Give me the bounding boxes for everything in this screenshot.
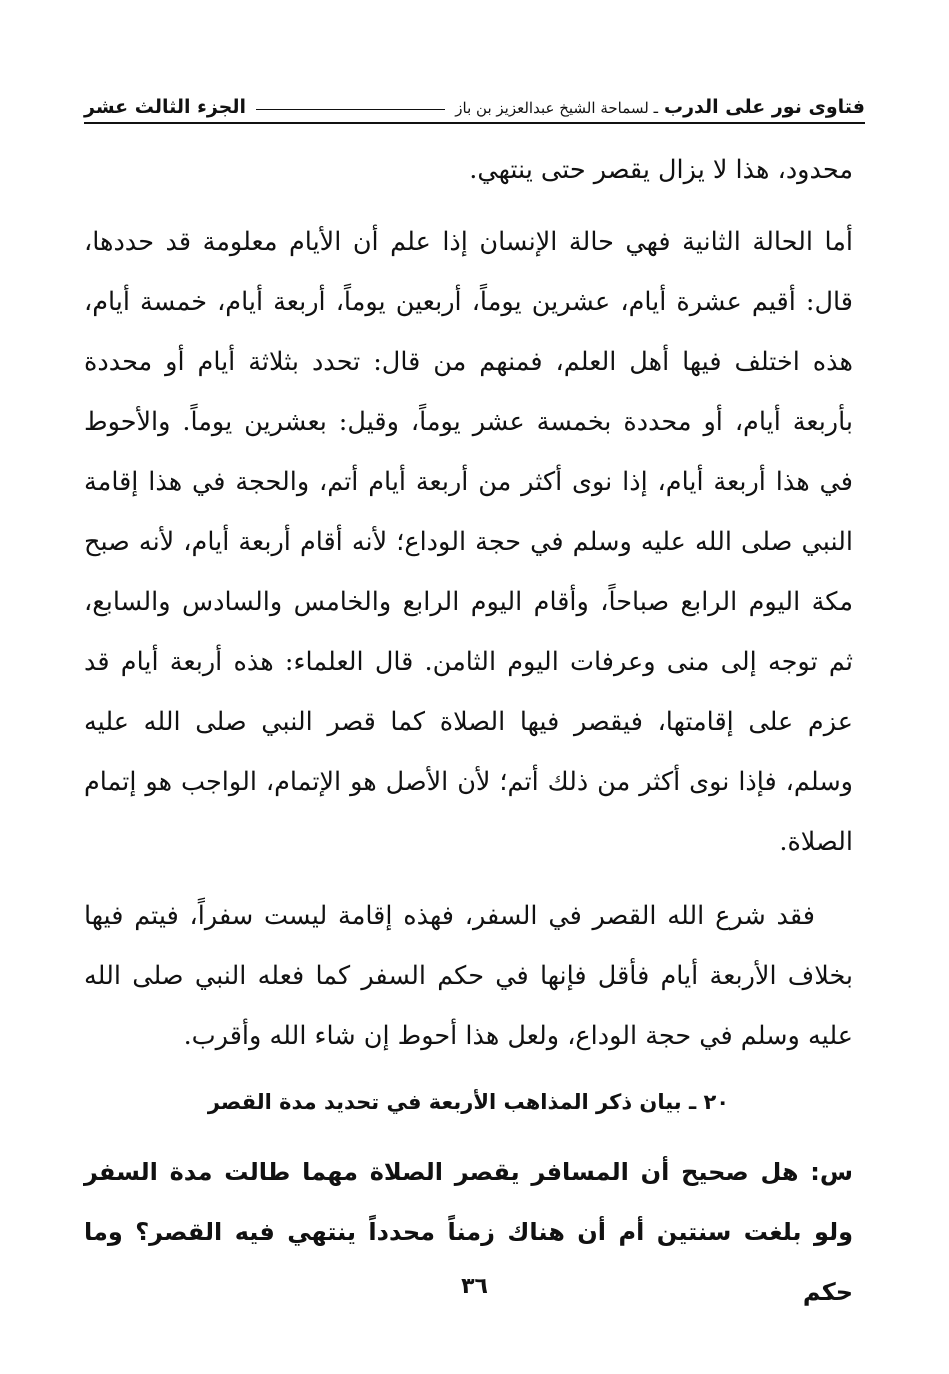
running-header	[84, 74, 865, 124]
body-text	[84, 140, 853, 1336]
question-text: س: هل صحيح أن المسافر يقصر الصلاة مهما طالت مدة السفر ولو بلغت سنتين أم أن هناك زمناً محدداً ينتهي فيه القصر؟ وما حكم	[84, 1158, 853, 1306]
volume-label: الجزء الثالث عشر	[84, 96, 247, 118]
section-heading: ٢٠ ـ بيان ذكر المذاهب الأربعة في تحديد مدة القصر	[207, 1090, 730, 1114]
paragraph-continuation: محدود، هذا لا يزال يقصر حتى ينتهي.	[469, 155, 853, 185]
paragraph-second-case: أما الحالة الثانية فهي حالة الإنسان إذا علم أن الأيام معلومة قد حددها، قال: أقيم عشرة أيام، عشرين يوماً، أربعين يوماً، أربعة أيام، خمسة أيام، هذه اختلف فيها أهل العلم، فمنهم من قال: تحدد بثلاثة أيام أو محددة بأربعة أيام، أو محددة بخمسة عشر يوماً، وقيل: بعشرين يوماً. والأحوط في هذا أربعة أيام، إذا نوى أكثر من أربعة أيام أتم، والحجة في هذا إقامة النبي صلى الله عليه وسلم في حجة الوداع؛ لأنه أقام أربعة أيام، لأنه صبح مكة اليوم الرابع صباحاً، وأقام اليوم الرابع والخامس والسادس والسابع، ثم توجه إلى منى وعرفات اليوم الثامن. قال العلماء: هذه أربعة أيام قد عزم على إقامتها، فيقصر فيها الصلاة كما قصر النبي صلى الله عليه وسلم، فإذا نوى أكثر من ذلك أتم؛ لأن الأصل هو الإتمام، الواجب هو إتمام الصلاة.	[84, 227, 853, 857]
book-author: ـ لسماحة الشيخ عبدالعزيز بن باز	[455, 99, 658, 117]
header-book-info	[455, 96, 865, 118]
page-number: ٣٦	[461, 1274, 488, 1299]
paragraph-conclusion: فقد شرع الله القصر في السفر، فهذه إقامة ليست سفراً، فيتم فيها بخلاف الأربعة أيام فأقل فإنها في حكم السفر كما فعله النبي صلى الله عليه وسلم في حجة الوداع، ولعل هذا أحوط إن شاء الله وأقرب.	[84, 901, 853, 1051]
book-title: فتاوى نور على الدرب	[664, 96, 865, 118]
header-rule	[256, 109, 445, 110]
